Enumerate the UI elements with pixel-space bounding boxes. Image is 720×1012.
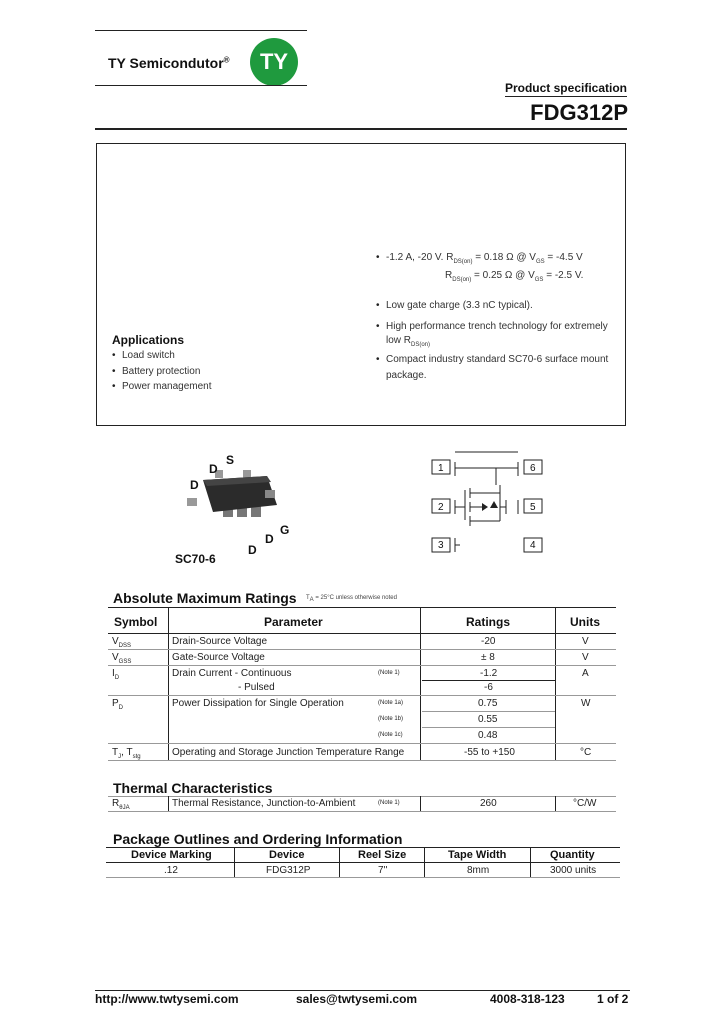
- abs-row-3-symbol-main: I: [112, 668, 115, 679]
- abs-row-rule-4: [108, 695, 616, 696]
- abs-max-top-rule: [108, 607, 616, 608]
- abs-row-5-symbol-sub: D: [118, 705, 124, 711]
- ordering-header-rule: [106, 862, 620, 863]
- thermal-col-sep-2: [420, 796, 421, 811]
- feature-3: • High performance trench technology for extremely: [386, 321, 608, 332]
- abs-row-5-note: (Note 1a): [378, 700, 404, 706]
- company-name-text: TY Semicondutor: [108, 55, 224, 71]
- schematic-pin-2: 2: [438, 502, 444, 513]
- feature-3-line2-text: low R: [386, 335, 412, 346]
- feature-1-sub-b: GS: [535, 259, 545, 265]
- abs-row-2-symbol-main: V: [112, 652, 119, 663]
- abs-max-title: Absolute Maximum Ratings: [113, 590, 297, 606]
- feature-1: [386, 252, 583, 265]
- abs-row-8-parameter: Operating and Storage Junction Temperature Range: [172, 747, 405, 758]
- abs-row-5-unit: W: [581, 698, 591, 709]
- pin-label-d1: D: [190, 478, 199, 492]
- abs-row-1-parameter: Drain-Source Voltage: [172, 636, 268, 647]
- ordering-top-rule: [106, 847, 620, 848]
- abs-row-2-parameter: Gate-Source Voltage: [172, 652, 265, 663]
- ordering-header-tape: Tape Width: [448, 849, 507, 861]
- ordering-col-sep-4: [530, 847, 531, 877]
- pin-label-d4: D: [248, 543, 257, 557]
- abs-row-1-rating: -20: [481, 636, 496, 647]
- thermal-symbol-main: R: [112, 798, 120, 809]
- abs-max-note-t: T: [306, 595, 310, 601]
- ordering-bottom-rule: [106, 877, 620, 878]
- abs-row-1-symbol-sub: DSS: [118, 643, 132, 649]
- box-divider: [96, 425, 626, 426]
- package-name: SC70-6: [175, 552, 216, 566]
- thermal-title: Thermal Characteristics: [113, 780, 273, 796]
- abs-row-3-parameter: Drain Current - Continuous: [172, 668, 292, 679]
- feature-1-line2-sub: DS(on): [452, 277, 472, 283]
- company-logo: [250, 38, 298, 86]
- feature-1-line-2: [445, 270, 583, 283]
- abs-max-note-sub: A: [309, 597, 314, 604]
- logo-text: TY: [259, 49, 289, 74]
- applications-title: Applications: [112, 333, 185, 347]
- abs-max-col-sep-1: [168, 607, 169, 760]
- application-item-2: • Battery protection: [122, 366, 200, 377]
- abs-row-3-note: (Note 1): [378, 670, 400, 676]
- schematic-pin-3: 3: [438, 540, 444, 551]
- schematic-pin-5: 5: [530, 502, 536, 513]
- abs-row-rule-5: [422, 711, 555, 712]
- ordering-reel: 7'': [378, 865, 388, 876]
- application-item-1: • Load switch: [122, 350, 175, 361]
- feature-1-text-b: = 0.18 Ω @ V: [472, 252, 536, 263]
- abs-row-2-symbol: [112, 652, 131, 665]
- abs-row-1-symbol: [112, 636, 131, 649]
- ordering-quantity: 3000 units: [550, 865, 597, 876]
- abs-row-5-parameter: Power Dissipation for Single Operation: [172, 698, 344, 709]
- ordering-device: FDG312P: [266, 865, 311, 876]
- ordering-marking: .12: [164, 865, 178, 876]
- feature-3-line-2: [386, 335, 430, 348]
- abs-row-rule-3: [422, 680, 555, 681]
- footer-email-link[interactable]: sales@twtysemi.com: [296, 992, 418, 1006]
- abs-max-header-units: Units: [570, 615, 600, 629]
- ordering-header-device: Device: [269, 849, 305, 861]
- ordering-col-sep-2: [339, 847, 340, 877]
- header-top-rule: [95, 30, 307, 31]
- thermal-symbol: [112, 798, 130, 811]
- schematic-pin-6: 6: [530, 463, 536, 474]
- thermal-col-sep-1: [168, 796, 169, 811]
- abs-row-5-symbol-main: P: [112, 698, 119, 709]
- feature-4: • Compact industry standard SC70-6 surface mount: [386, 354, 608, 365]
- abs-max-header-ratings: Ratings: [466, 615, 511, 629]
- thermal-col-sep-3: [555, 796, 556, 811]
- abs-max-header-symbol: Symbol: [114, 615, 158, 629]
- pin-label-g: G: [280, 523, 290, 537]
- abs-row-3-unit: A: [582, 668, 589, 679]
- abs-row-rule-7: [108, 743, 616, 744]
- registered-mark: ®: [223, 55, 230, 65]
- header-bottom-rule: [95, 128, 627, 130]
- abs-row-rule-8: [108, 760, 616, 761]
- feature-1-line2-c: = -2.5 V.: [543, 270, 584, 281]
- abs-row-rule-1: [108, 649, 616, 650]
- abs-row-1-symbol-main: V: [112, 636, 119, 647]
- thermal-rating: 260: [480, 798, 497, 809]
- abs-max-col-sep-3: [555, 607, 556, 760]
- abs-row-8-symbol-extra: , T: [121, 747, 133, 758]
- abs-row-7-note: (Note 1c): [378, 732, 403, 738]
- feature-2: • Low gate charge (3.3 nC typical).: [386, 300, 533, 311]
- ordering-col-sep-3: [424, 847, 425, 877]
- abs-row-6-rating: 0.55: [478, 714, 498, 725]
- abs-row-2-symbol-sub: GSS: [118, 659, 132, 665]
- schematic-diagram: [430, 450, 560, 560]
- abs-row-6-note: (Note 1b): [378, 716, 404, 722]
- feature-1-sub-a: DS(on): [453, 259, 473, 265]
- company-name: [108, 55, 230, 71]
- ordering-header-marking: Device Marking: [131, 849, 212, 861]
- thermal-bottom-rule: [108, 811, 616, 812]
- abs-max-header-parameter: Parameter: [264, 615, 323, 629]
- thermal-top-rule: [108, 796, 616, 797]
- pin-label-d2: D: [209, 462, 218, 476]
- ordering-header-reel: Reel Size: [358, 849, 407, 861]
- doc-type: Product specification: [504, 81, 627, 95]
- footer-page: 1 of 2: [597, 992, 629, 1006]
- abs-max-header-rule: [108, 633, 616, 634]
- pin-label-d3: D: [265, 532, 274, 546]
- abs-row-7-rating: 0.48: [478, 730, 498, 741]
- ordering-tape: 8mm: [467, 865, 490, 876]
- thermal-parameter: Thermal Resistance, Junction-to-Ambient: [172, 798, 356, 809]
- part-number: FDG312P: [530, 100, 628, 125]
- abs-row-1-unit: V: [582, 636, 589, 647]
- footer-url-link[interactable]: http://www.twtysemi.com: [95, 992, 239, 1006]
- footer-phone: 4008-318-123: [490, 992, 565, 1006]
- mosfet-schematic-icon: [430, 450, 560, 560]
- abs-row-rule-6: [422, 727, 555, 728]
- feature-1-line2-sub2: GS: [534, 277, 544, 283]
- feature-4-line-2: package.: [386, 370, 427, 381]
- abs-max-note: [306, 595, 397, 603]
- abs-row-8-symbol-sub2: stg: [132, 754, 141, 760]
- feature-1-text-c: = -4.5 V: [544, 252, 583, 263]
- abs-max-note-rest: = 25°C unless otherwise noted: [313, 595, 397, 601]
- application-item-3: • Power management: [122, 381, 212, 392]
- footer-rule: [95, 990, 630, 991]
- sc70-6-package-icon: [185, 450, 305, 530]
- abs-row-8-symbol-main: T: [112, 747, 119, 758]
- thermal-note: (Note 1): [378, 800, 400, 806]
- schematic-pin-4: 4: [530, 540, 536, 551]
- feature-1-line2-b: = 0.25 Ω @ V: [471, 270, 535, 281]
- abs-row-8-symbol-sub: J: [118, 754, 122, 760]
- abs-row-3-rating: -1.2: [480, 668, 498, 679]
- feature-3-line2-sub: DS(on): [411, 342, 431, 348]
- feature-1-line2-a: R: [445, 270, 453, 281]
- abs-row-4-rating: -6: [484, 682, 493, 693]
- thermal-unit: °C/W: [573, 798, 597, 809]
- feature-1-text-a: -1.2 A, -20 V. R: [386, 252, 454, 263]
- ordering-title: Package Outlines and Ordering Information: [113, 831, 403, 847]
- abs-row-2-unit: V: [582, 652, 589, 663]
- abs-row-rule-2: [108, 665, 616, 666]
- abs-row-4-parameter: - Pulsed: [238, 682, 275, 693]
- abs-row-3-symbol: [112, 668, 119, 681]
- pin-label-s: S: [226, 453, 235, 467]
- abs-row-8-symbol: [112, 747, 141, 760]
- abs-row-2-rating: ± 8: [481, 652, 495, 663]
- abs-row-5-symbol: [112, 698, 123, 711]
- doc-type-rule: [505, 96, 627, 97]
- header-mid-rule: [95, 85, 307, 86]
- abs-row-3-symbol-sub: D: [114, 675, 120, 681]
- abs-row-5-rating: 0.75: [478, 698, 498, 709]
- thermal-symbol-sub: θJA: [119, 805, 130, 811]
- ordering-header-quantity: Quantity: [550, 849, 595, 861]
- abs-row-8-rating: -55 to +150: [464, 747, 515, 758]
- abs-row-8-unit: °C: [580, 747, 592, 758]
- abs-max-col-sep-2: [420, 607, 421, 760]
- ordering-col-sep-1: [234, 847, 235, 877]
- schematic-pin-1: 1: [438, 463, 444, 474]
